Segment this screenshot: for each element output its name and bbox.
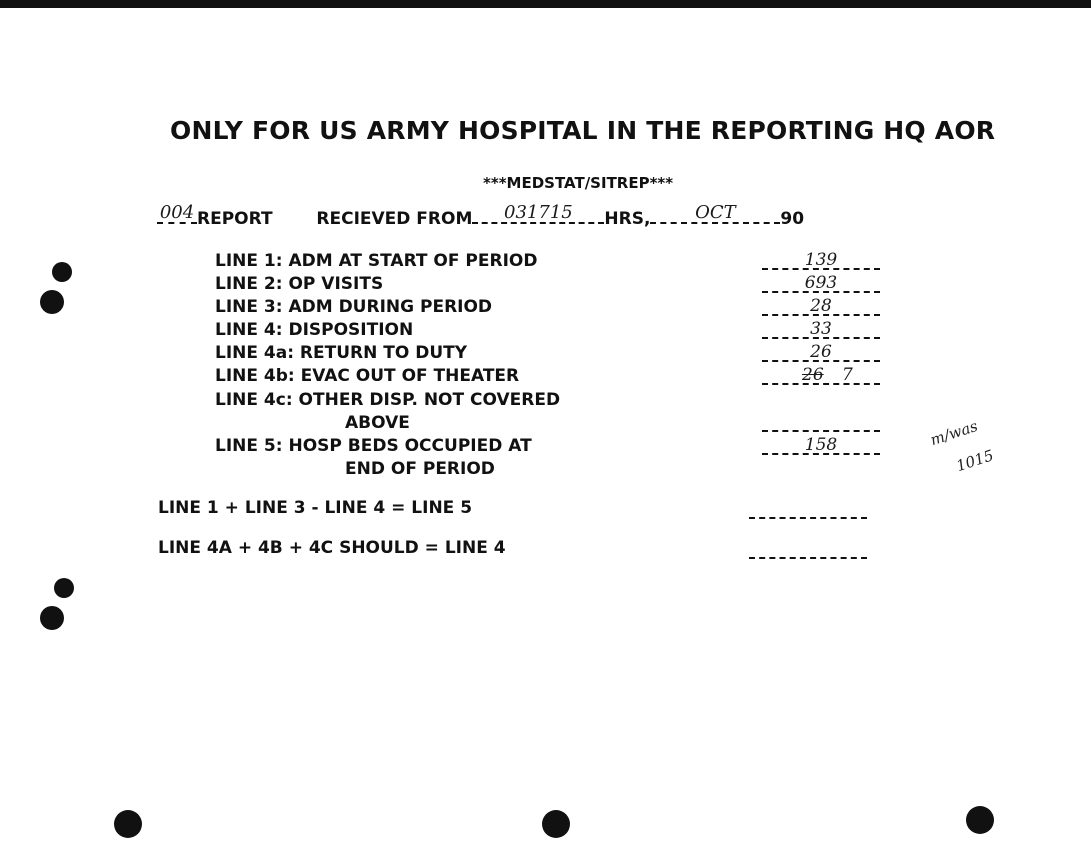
check-2-answer[interactable] [749,543,867,559]
margin-note-line2: 1015 [954,446,996,476]
binder-hole-mark [40,290,64,314]
line-4b-value: 7 [842,365,853,385]
margin-note-line1: m/was [928,416,980,450]
binder-hole-mark [54,578,74,598]
line-5-label-cont: END OF PERIOD [345,459,495,479]
time-field [472,202,604,224]
check-formula-1: LINE 1 + LINE 3 - LINE 4 = LINE 5 [158,498,473,518]
punch-hole-left [114,810,142,838]
check-1-answer[interactable] [749,503,867,519]
line-5-value: 158 [804,435,838,455]
line-4-label: LINE 4: DISPOSITION [215,320,414,340]
line-4b-answer[interactable] [762,365,880,385]
line-4b-label: LINE 4b: EVAC OUT OF THEATER [215,366,520,386]
line-3-label: LINE 3: ADM DURING PERIOD [215,297,493,317]
hrs-label: HRS, [604,209,651,229]
line-4c-label: LINE 4c: OTHER DISP. NOT COVERED [215,390,561,410]
report-number-value: 004 [159,202,195,223]
check-formula-2: LINE 4A + 4B + 4C SHOULD = LINE 4 [158,538,506,558]
report-label: REPORT [197,209,273,229]
line-4a-value: 26 [810,342,832,362]
line-5-label: LINE 5: HOSP BEDS OCCUPIED AT [215,436,532,456]
line-4-answer[interactable] [762,319,880,339]
binder-hole-mark [40,606,64,630]
scan-top-edge [0,0,1091,8]
line-4a-label: LINE 4a: RETURN TO DUTY [215,343,468,363]
line-2-value: 693 [804,273,838,293]
report-header-row [157,202,805,229]
time-value: 031715 [504,202,573,223]
line-1-value: 139 [804,250,838,270]
line-4c-label-cont: ABOVE [345,413,410,433]
line-3-value: 28 [810,296,832,316]
received-from-label: RECIEVED FROM [316,209,473,229]
form-title: ONLY FOR US ARMY HOSPITAL IN THE REPORTING HQ AOR [170,116,996,145]
punch-hole-right [966,806,994,834]
punch-hole-center [542,810,570,838]
report-number-field [157,202,197,224]
line-2-answer[interactable] [762,273,880,293]
line-4a-answer[interactable] [762,342,880,362]
month-value: OCT [695,202,736,223]
line-4-value: 33 [810,319,832,339]
binder-hole-mark [52,262,72,282]
line-2-label: LINE 2: OP VISITS [215,274,384,294]
form-subtitle: ***MEDSTAT/SITREP*** [483,174,674,192]
line-1-label: LINE 1: ADM AT START OF PERIOD [215,251,538,271]
line-4c-answer[interactable] [762,416,880,432]
month-field [650,202,780,224]
line-5-answer[interactable] [762,435,880,455]
line-4b-struck-value: 26 [802,365,824,385]
line-3-answer[interactable] [762,296,880,316]
year-value: 90 [780,209,805,229]
line-1-answer[interactable] [762,250,880,270]
